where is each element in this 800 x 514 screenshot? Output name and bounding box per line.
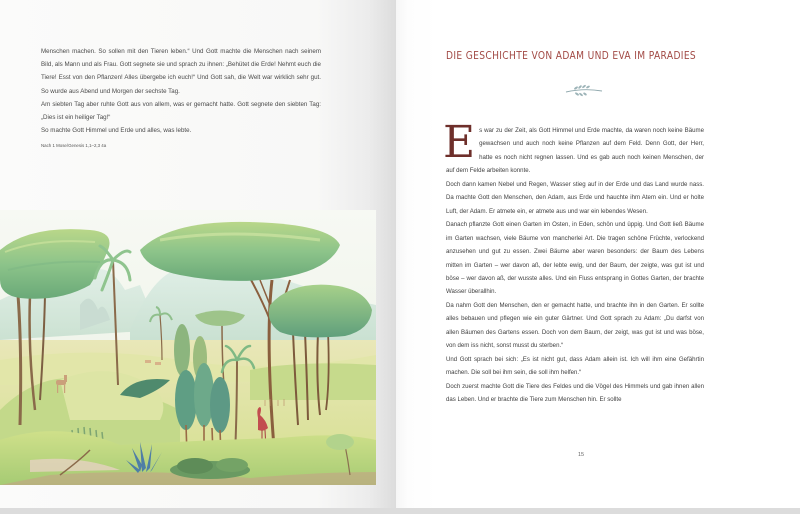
leaf-branch-ornament-icon	[562, 80, 606, 100]
paragraph: Danach pflanzte Gott einen Garten im Osten, in Eden, schön und üppig. Und Gott ließ Bäume im Garten wachsen, viele Bäume von mancherlei Art. Die tragen schöne Früchte, verlockend anzusehen und gut zu essen. Zwei Bäume aber waren besonders: der Baum des Lebens mitten im Garten – wer davon aß, der lebte ewig, und der Baum, der zeigte, was gut ist und böse – wer davon aß, der wusste alles. Und ein Fluss entsprang in Gottes Garten, der brachte Wasser überallhin.	[446, 221, 704, 296]
paragraph: Da nahm Gott den Menschen, den er gemacht hatte, und brachte ihn in den Garten. Er sollte alles bebauen und pflegen wie ein guter Gärtner. Und Gott sprach zu Adam: „Du darfst von allen Bäumen des Gartens essen. Doch von dem Baum, der zeigt, was gut ist und was böse, von dem iss nicht, sonst musst du sterben.“	[446, 301, 704, 350]
paragraph: Am siebten Tag aber ruhte Gott aus von allem, was er gemacht hatte. Gott segnete den siebten Tag: „Dies ist ein heiliger Tag!“	[41, 100, 321, 122]
page-bottom-edge	[0, 508, 800, 514]
paragraph: Doch zuerst machte Gott die Tiere des Feldes und die Vögel des Himmels und gab ihnen allen das Leben. Und er brachte die Tiere zum Menschen hin. Er sollte	[446, 382, 704, 404]
first-paragraph	[443, 117, 704, 178]
paragraph: So machte Gott Himmel und Erde und alles, was lebte.	[41, 127, 192, 135]
page-number: 15	[578, 452, 585, 458]
bible-source-reference: Nach 1 Mose/Genesis 1,1–2,3 4a	[41, 143, 107, 149]
paradise-illustration	[0, 210, 376, 485]
right-page-text	[443, 117, 704, 407]
paragraph: Und Gott sprach bei sich: „Es ist nicht gut, dass Adam allein ist. Ich will ihm eine Gefährtin machen. Die soll bei ihm sein, die soll ihm helfen.“	[446, 355, 704, 377]
drop-cap: E	[443, 117, 476, 168]
first-paragraph-text: s war zu der Zeit, als Gott Himmel und Erde machte, da waren noch keine Bäume gewachsen und auch noch keine Pflanzen auf dem Feld. Denn Gott, der Herr, hatte es noch nicht regnen lassen. Und es gab auch noch keinen Menschen, der auf dem Felde arbeiten konnte.	[446, 127, 704, 175]
left-page-text	[41, 45, 321, 153]
chapter-title: DIE GESCHICHTE VON ADAM UND EVA IM PARADIES	[446, 50, 697, 62]
paragraph: Doch dann kamen Nebel und Regen, Wasser stieg auf in der Erde und das Land wurde nass. Da machte Gott den Menschen, den Adam, aus Erde und hauchte ihm Atem ein. Und er holte Luft, der Adam. Er atmete ein, er atmete aus und war ein lebendes Wesen.	[446, 180, 704, 215]
left-page	[0, 0, 396, 508]
paragraph: Menschen machen. So sollen mit den Tieren leben.“ Und Gott machte die Menschen nach seinem Bild, als Mann und als Frau. Gott segnete sie und sprach zu ihnen: „Behütet die Erde! Nehmt euch die Tiere! Esst von den Pflanzen! Alles übergebe ich euch!“ Und Gott sah, die Welt war wirklich sehr gut. So wurde aus Abend und Morgen der sechste Tag.	[41, 48, 321, 95]
